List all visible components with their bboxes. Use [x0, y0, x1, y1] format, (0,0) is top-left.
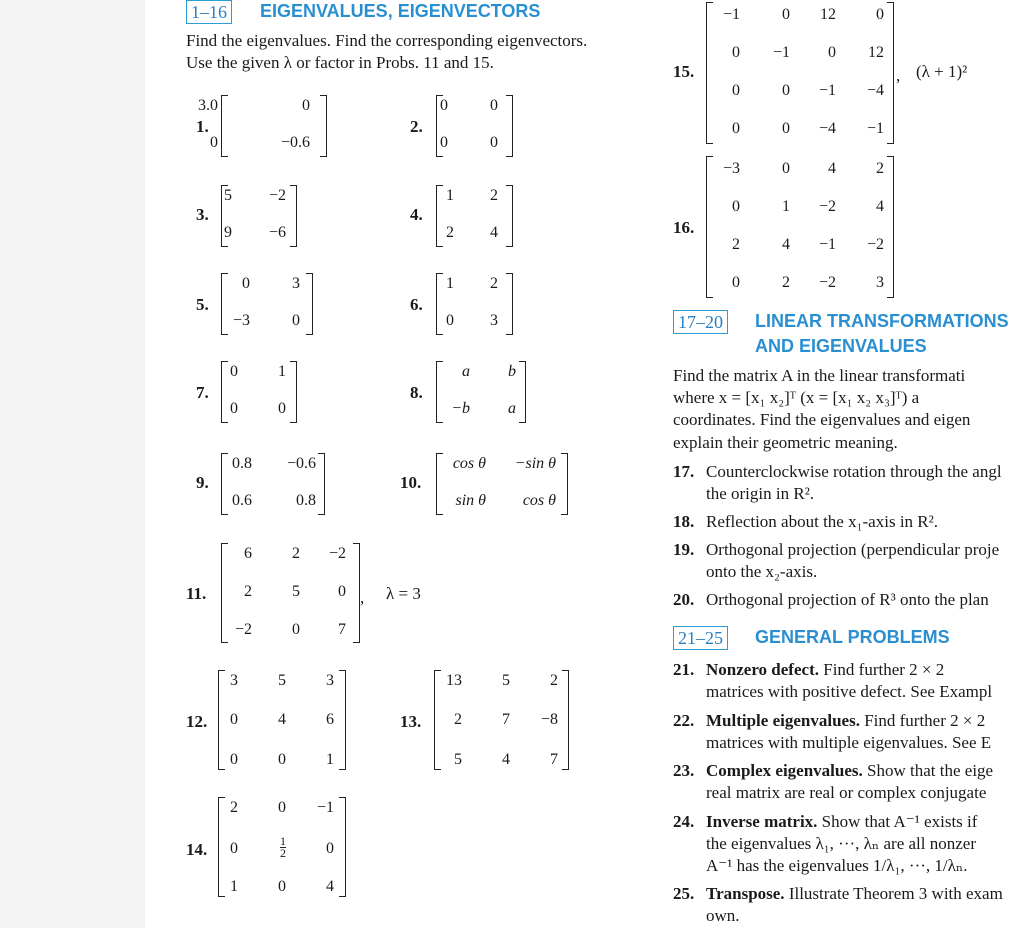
matrix-cell: 0	[210, 134, 218, 151]
item-17-line-2: the origin in R².	[706, 484, 815, 503]
matrix-cell: 0.8	[232, 455, 252, 472]
problem-11-number: 11.	[186, 584, 207, 603]
problem-15-given-factor: (λ + 1)²	[916, 62, 968, 81]
item-18-num: 18.	[673, 512, 695, 531]
matrix-cell: 0	[782, 6, 790, 23]
matrix-cell: 0	[278, 400, 286, 417]
matrix-cell: 0	[230, 400, 238, 417]
matrix-cell: 2	[490, 275, 498, 292]
matrix-cell: 12	[820, 6, 836, 23]
matrix-cell: a	[508, 400, 516, 417]
comma: ,	[896, 66, 901, 85]
item-20-num: 20.	[673, 590, 695, 609]
item-23-bold: Complex eigenvalues.	[706, 761, 863, 780]
matrix-cell: 7	[502, 711, 510, 728]
section-number-17-20: 17–20	[673, 310, 728, 334]
matrix-cell: b	[508, 363, 516, 380]
matrix-cell: 0	[278, 799, 286, 816]
matrix-cell: 0	[326, 840, 334, 857]
matrix-cell: −1	[772, 44, 790, 61]
problem-14-number: 14.	[186, 840, 208, 859]
matrix-cell: −2	[818, 198, 836, 215]
matrix-cell: cos θ	[452, 455, 486, 472]
matrix-cell: −2	[328, 545, 346, 562]
matrix-cell: 1	[278, 363, 286, 380]
matrix-cell: 2	[732, 236, 740, 253]
matrix-cell: 0	[732, 274, 740, 291]
problem-2-number: 2.	[410, 117, 423, 136]
matrix-cell: 4	[490, 224, 498, 241]
item-22-bold: Multiple eigenvalues.	[706, 711, 860, 730]
item-23-rest: Show that the eige	[862, 761, 994, 780]
matrix-cell: 0	[446, 312, 454, 329]
matrix-cell: 0	[230, 840, 238, 857]
problem-10-number: 10.	[400, 473, 422, 492]
section-title-general: GENERAL PROBLEMS	[755, 627, 950, 647]
matrix-cell: 0	[292, 312, 300, 329]
sec2-text-1: Find the matrix A in the linear transformati	[673, 366, 966, 385]
item-24-bold: Inverse matrix.	[706, 812, 818, 831]
item-23-line-1	[706, 761, 993, 781]
matrix-cell: 2	[292, 545, 300, 562]
matrix-cell: −b	[451, 400, 470, 417]
matrix-cell: 4	[326, 878, 334, 895]
item-20-line-1: Orthogonal projection of R³ onto the plan	[706, 590, 989, 609]
matrix-cell: 1	[326, 751, 334, 768]
item-21-bold: Nonzero defect.	[706, 660, 819, 679]
matrix-cell: 0	[230, 363, 238, 380]
matrix-cell: 0	[732, 120, 740, 137]
problem-8-number: 8.	[410, 383, 423, 402]
problem-1-matrix	[221, 95, 327, 157]
item-22-num: 22.	[673, 711, 695, 730]
matrix-cell: 2	[244, 583, 252, 600]
section-number: 1–16	[186, 0, 232, 24]
matrix-cell: 2	[550, 672, 558, 689]
problem-9-number: 9.	[196, 473, 209, 492]
item-19-line-2: onto the x₂-axis.	[706, 562, 818, 581]
matrix-cell: −4	[866, 82, 884, 99]
intro-line-2: Use the given λ or factor in Probs. 11 and 15.	[186, 53, 494, 72]
matrix-cell: 0	[828, 44, 836, 61]
matrix-cell: 0	[876, 6, 884, 23]
item-25-line-2: own.	[706, 906, 740, 925]
page-gutter	[0, 0, 145, 928]
problem-6-number: 6.	[410, 295, 423, 314]
sec2-text-3: coordinates. Find the eigenvalues and eigen	[673, 410, 971, 429]
problem-1-number: 1.	[196, 117, 209, 136]
item-24-line-2: the eigenvalues λ₁, ···, λₙ are all nonzer	[706, 834, 977, 853]
matrix-cell: 5	[502, 672, 510, 689]
item-22-rest: Find further 2 × 2	[859, 711, 986, 730]
matrix-cell: −3	[722, 160, 740, 177]
matrix-cell: −1	[866, 120, 884, 137]
matrix-cell: 3	[292, 275, 300, 292]
matrix-cell: −2	[818, 274, 836, 291]
matrix-cell: 5	[454, 751, 462, 768]
matrix-cell: −2	[234, 621, 252, 638]
matrix-cell: 0	[732, 44, 740, 61]
matrix-cell: 1	[230, 878, 238, 895]
item-22-line-1	[706, 711, 985, 731]
matrix-cell: 5	[224, 187, 232, 204]
matrix-cell: 2	[446, 224, 454, 241]
matrix-cell: −1	[722, 6, 740, 23]
intro-line-1: Find the eigenvalues. Find the corresponding eigenvectors.	[186, 31, 588, 50]
item-21-line-1	[706, 660, 944, 680]
section-title-linear: LINEAR TRANSFORMATIONS	[755, 311, 1009, 331]
item-24-line-1	[706, 812, 977, 832]
section-number-21-25: 21–25	[673, 626, 728, 650]
matrix-cell: 0	[732, 198, 740, 215]
matrix-cell: 2	[454, 711, 462, 728]
sec2-text-4: explain their geometric meaning.	[673, 433, 898, 452]
item-21-rest: Find further 2 × 2	[818, 660, 945, 679]
matrix-cell: 2	[876, 160, 884, 177]
matrix-cell: 0	[440, 134, 448, 151]
item-21-num: 21.	[673, 660, 695, 679]
matrix-cell: −4	[818, 120, 836, 137]
problem-13-number: 13.	[400, 712, 422, 731]
comma: ,	[360, 588, 365, 607]
item-24-rest: Show that A⁻¹ exists if	[817, 812, 978, 831]
matrix-cell: 3	[326, 672, 334, 689]
matrix-cell: 0.8	[296, 492, 316, 509]
matrix-cell: 13	[446, 672, 462, 689]
matrix-cell: 0	[490, 97, 498, 114]
matrix-cell: 1	[446, 275, 454, 292]
matrix-cell: −8	[540, 711, 558, 728]
item-22-line-2: matrices with multiple eigenvalues. See E	[706, 733, 992, 752]
matrix-cell: 5	[278, 672, 286, 689]
matrix-cell: 2	[230, 799, 238, 816]
item-19-line-1: Orthogonal projection (perpendicular proje	[706, 540, 1000, 559]
matrix-cell: −2	[268, 187, 286, 204]
section-title: EIGENVALUES, EIGENVECTORS	[260, 1, 541, 21]
matrix-cell: 0	[490, 134, 498, 151]
matrix-cell: 0	[782, 82, 790, 99]
matrix-cell: 4	[502, 751, 510, 768]
matrix-cell: −1	[818, 236, 836, 253]
matrix-cell: 12	[868, 44, 884, 61]
matrix-cell: 0	[242, 275, 250, 292]
matrix-cell: 4	[782, 236, 790, 253]
problem-11-given-eigenvalue: λ = 3	[386, 584, 421, 603]
item-25-bold: Transpose.	[706, 884, 785, 903]
matrix-cell: 4	[278, 711, 286, 728]
item-17-line-1: Counterclockwise rotation through the angl	[706, 462, 1002, 481]
problem-7-number: 7.	[196, 383, 209, 402]
matrix-cell: 2	[490, 187, 498, 204]
matrix-cell: 6	[326, 711, 334, 728]
problem-12-number: 12.	[186, 712, 208, 731]
item-25-num: 25.	[673, 884, 695, 903]
problem-15-number: 15.	[673, 62, 695, 81]
matrix-cell: 5	[292, 583, 300, 600]
matrix-cell: −sin θ	[514, 455, 556, 472]
item-25-line-1	[706, 884, 1003, 904]
matrix-cell: 4	[876, 198, 884, 215]
matrix-cell: 0	[338, 583, 346, 600]
matrix-cell: 0	[230, 711, 238, 728]
matrix-cell: −3	[232, 312, 250, 329]
matrix-cell: 3.0	[198, 97, 218, 114]
matrix-cell: −1	[818, 82, 836, 99]
matrix-cell: cos θ	[522, 492, 556, 509]
matrix-cell: −2	[866, 236, 884, 253]
item-24-line-3: A⁻¹ has the eigenvalues 1/λ₁, ···, 1/λₙ.	[706, 856, 968, 875]
item-21-line-2: matrices with positive defect. See Exampl	[706, 682, 993, 701]
matrix-cell: −0.6	[280, 134, 310, 151]
item-18-line-1: Reflection about the x₁-axis in R².	[706, 512, 938, 531]
matrix-cell: sin θ	[455, 492, 486, 509]
problem-16-number: 16.	[673, 218, 695, 237]
matrix-cell: 2	[782, 274, 790, 291]
matrix-cell: 1	[446, 187, 454, 204]
matrix-cell: −6	[268, 224, 286, 241]
section-title-linear-2: AND EIGENVALUES	[755, 336, 927, 356]
matrix-cell: 0	[440, 97, 448, 114]
matrix-cell: 7	[550, 751, 558, 768]
item-23-num: 23.	[673, 761, 695, 780]
matrix-cell: 0	[230, 751, 238, 768]
matrix-cell: 1	[782, 198, 790, 215]
matrix-cell: $\frac{1}{2}$	[280, 834, 286, 860]
matrix-cell: 3	[876, 274, 884, 291]
matrix-cell: 6	[244, 545, 252, 562]
matrix-cell: −1	[316, 799, 334, 816]
matrix-cell: 0	[782, 120, 790, 137]
matrix-cell: 0.6	[232, 492, 252, 509]
matrix-cell: 0	[292, 621, 300, 638]
matrix-cell: 9	[224, 224, 232, 241]
matrix-cell: 0	[782, 160, 790, 177]
matrix-cell: 0	[302, 97, 310, 114]
matrix-cell: 7	[338, 621, 346, 638]
matrix-cell: 0	[278, 878, 286, 895]
problem-4-number: 4.	[410, 205, 423, 224]
problem-5-number: 5.	[196, 295, 209, 314]
matrix-cell: 0	[732, 82, 740, 99]
problem-3-number: 3.	[196, 205, 209, 224]
sec2-text-2: where x = [x₁ x₂]ᵀ (x = [x₁ x₂ x₃]ᵀ) a	[673, 388, 920, 407]
item-17-num: 17.	[673, 462, 695, 481]
matrix-cell: 3	[230, 672, 238, 689]
item-24-num: 24.	[673, 812, 695, 831]
matrix-cell: 0	[278, 751, 286, 768]
item-23-line-2: real matrix are real or complex conjugate	[706, 783, 987, 802]
item-19-num: 19.	[673, 540, 695, 559]
matrix-cell: 3	[490, 312, 498, 329]
matrix-cell: −0.6	[286, 455, 316, 472]
item-25-rest: Illustrate Theorem 3 with exam	[784, 884, 1003, 903]
matrix-cell: a	[462, 363, 470, 380]
matrix-cell: 4	[828, 160, 836, 177]
